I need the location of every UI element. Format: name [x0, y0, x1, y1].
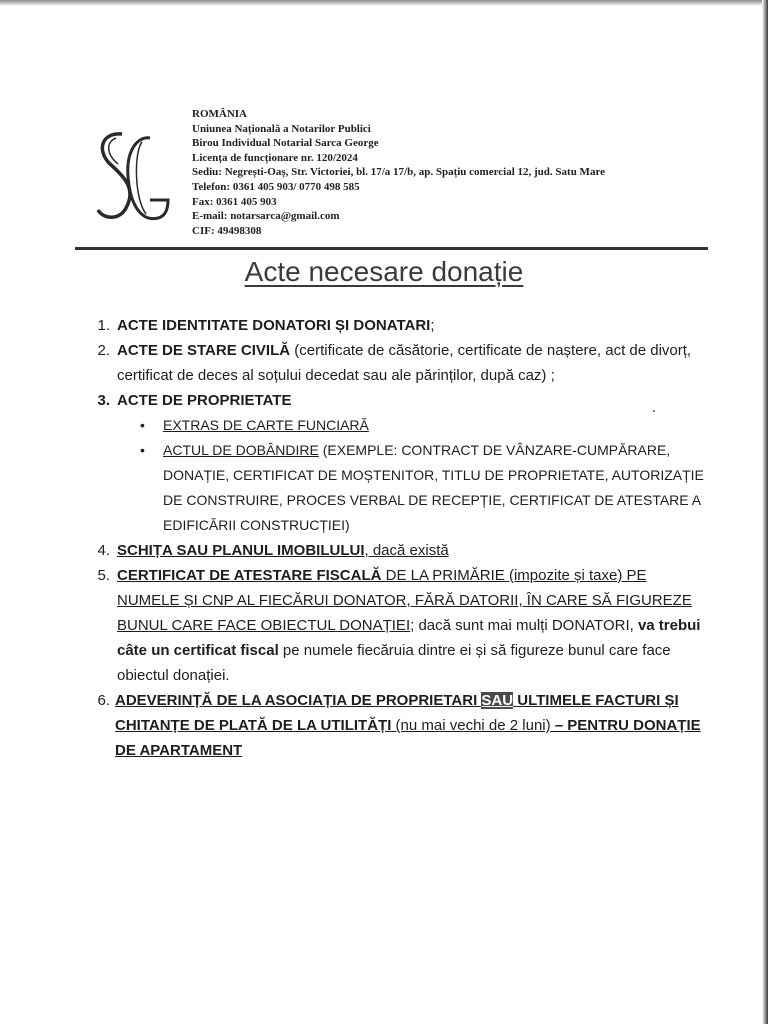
item-heading-cont: ULTIMELE FACTURI ȘI CHITANȚE DE PLATĂ DE LA UTILITĂȚI	[115, 692, 679, 734]
item-heading: CERTIFICAT DE ATESTARE FISCALĂ	[117, 567, 382, 584]
header-phone: Telefon: 0361 405 903/ 0770 498 585	[192, 180, 360, 193]
item-text: (certificate de căsătorie, certificate de naștere, act de divorț, certificat de deces al soțului decedat sau ale părinților, după caz) ;	[117, 342, 692, 384]
scan-edge-right	[762, 0, 768, 1024]
document-list	[88, 313, 708, 763]
item-number: 4.	[97, 542, 110, 559]
item-text-end: pe numele fiecăruia dintre ei și să figureze bunul care face obiectul donației.	[117, 642, 671, 684]
notary-header	[192, 107, 605, 238]
item-text: , dacă există	[364, 542, 449, 559]
sub-item-extras	[88, 413, 708, 438]
header-email: E-mail: notarsarca@gmail.com	[192, 210, 340, 223]
item-heading: ACTE DE STARE CIVILĂ	[117, 342, 291, 359]
item-number: 5.	[97, 567, 110, 584]
list-item-6	[88, 688, 708, 763]
list-item-1	[88, 313, 708, 338]
header-country: ROMÂNIA	[192, 108, 247, 120]
page-title: Acte necesare donație	[244, 256, 524, 287]
header-union: Uniunea Națională a Notarilor Publici	[192, 122, 371, 135]
header-license: Licența de funcționare nr. 120/2024	[192, 151, 358, 164]
item-text-underlined: DE LA PRIMĂRIE (impozite și taxe) PE NUMELE ȘI CNP AL FIECĂRUI DONATOR, FĂRĂ DATORII, ÎN CARE SĂ FIGUREZE BUNUL CARE FACE OBIECTUL DONAȚIEI	[117, 567, 692, 634]
item-number: 3.	[97, 392, 110, 409]
highlighted-text: SAU	[481, 692, 514, 709]
bullet-icon: •	[140, 417, 145, 433]
header-fax: Fax: 0361 405 903	[192, 195, 277, 208]
item-text: ;	[430, 317, 435, 334]
sub-item-text: EXTRAS DE CARTE FUNCIARĂ	[163, 417, 369, 433]
header-address: Sediu: Negrești-Oaș, Str. Victoriei, bl. 17/a 17/b, ap. Spațiu comercial 12, jud. Satu Mare	[192, 166, 606, 179]
header-cif: CIF: 49498308	[192, 224, 262, 237]
item-emphasis: va trebui câte un certificat fiscal	[117, 617, 701, 659]
list-item-4	[88, 538, 708, 563]
list-item-2	[88, 338, 708, 388]
scan-edge-top	[0, 0, 768, 6]
header-office: Birou Individual Notarial Sarca George	[192, 137, 379, 150]
sub-item-heading: ACTUL DE DOBÂNDIRE	[163, 442, 319, 458]
header-divider	[75, 247, 708, 250]
sg-monogram-logo	[92, 128, 172, 228]
item-heading: SCHIȚA SAU PLANUL IMOBILULUI	[117, 542, 365, 559]
bullet-icon: •	[140, 442, 145, 458]
item-number: 2.	[97, 342, 110, 359]
list-item-3	[88, 388, 708, 413]
item-heading: ACTE DE PROPRIETATE	[117, 392, 292, 409]
sub-item-text: (EXEMPLE: CONTRACT DE VÂNZARE-CUMPĂRARE, DONAȚIE, CERTIFICAT DE MOȘTENITOR, TITLU DE PROPRIETATE, AUTORIZAȚIE DE CONSTRUIRE, PROCES VERBAL DE RECEPȚIE, CERTIFICAT DE ATESTARE A EDIFICĂRII CONSTRUCȚIEI)	[163, 442, 704, 533]
list-item-5	[88, 563, 708, 688]
item-heading: ADEVERINȚĂ DE LA ASOCIAȚIA DE PROPRIETARI	[115, 692, 482, 709]
item-heading-end: – PENTRU DONAȚIE DE APARTAMENT	[115, 717, 701, 759]
item-number: 6.	[97, 692, 110, 709]
sub-item-actul	[88, 438, 708, 538]
item-text: ; dacă sunt mai mulți DONATORI,	[410, 617, 638, 634]
item-heading: ACTE IDENTITATE DONATORI ȘI DONATARI	[117, 317, 431, 334]
item-number: 1.	[97, 317, 110, 334]
item-text: (nu mai vechi de 2 luni)	[391, 717, 551, 734]
